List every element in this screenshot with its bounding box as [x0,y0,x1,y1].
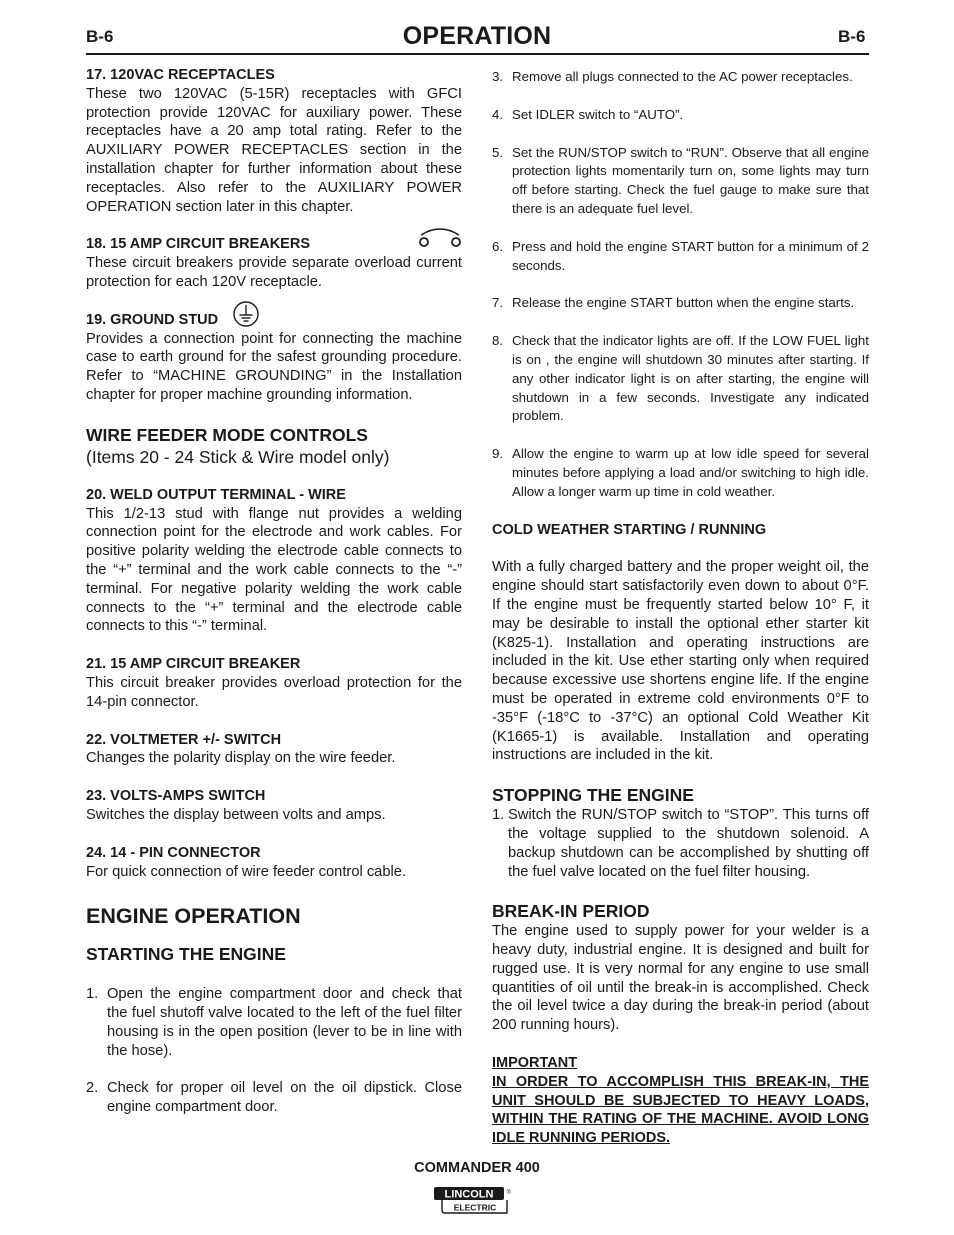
important-label: IMPORTANT [492,1055,578,1072]
step-number: 6. [492,238,504,254]
list-item [492,294,869,313]
page-title: OPERATION [402,22,552,50]
item-20-section [86,486,462,636]
wire-feeder-header [86,424,462,468]
item-22-section [86,731,462,769]
logo-top-text: LINCOLN [444,1188,494,1201]
item-21-title: 21. 15 AMP CIRCUIT BREAKER [86,656,301,673]
wire-feeder-subheading: (Items 20 - 24 Stick & Wire model only) [86,446,390,467]
ground-symbol-icon [232,300,260,328]
item-21-body: This circuit breaker provides overload protection for the 14-pin connector. [86,674,462,710]
step-text: Check that the indicator lights are off. If the LOW FUEL light is on , the engine will shutdown 30 minutes after starting. If any other indicator light is on after starting, the engine will shutdown in a few seconds. Investigate any indicated problem. [512,333,869,424]
item-19-title: 19. GROUND STUD [86,311,219,328]
step-text: Release the engine START button when the engine starts. [512,295,855,311]
wire-feeder-heading: WIRE FEEDER MODE CONTROLS [86,424,368,445]
step-number: 4. [492,106,504,122]
cold-weather-body: With a fully charged battery and the proper weight oil, the engine should start satisfactorily even down to about 0°F. If the engine must be frequently started below 10° F, it may be desirable to install the optional ether starter kit (K825-1). Installation and operating instructions are included in the kit. Use ether starting only when required because excessive use shortens engine life. If the engine must be operated in extreme cold environments 0°F to -35°F (-18°C to -37°C) an optional Cold Weather Kit (K1665-1) is available. Installation and operating instructions are included in the kit. [492,559,869,764]
step-text: Switch the RUN/STOP switch to “STOP”. This turns off the voltage supplied to the shutdown solenoid. A backup shutdown can be accomplished by shutting off the fuel valve located on the fuel filter housing. [508,807,869,880]
engine-operation-heading: ENGINE OPERATION [86,904,301,929]
item-18-section [86,235,462,291]
step-number: 9. [492,446,504,462]
step-text: Set the RUN/STOP switch to “RUN”. Observe that all engine protection lights momentarily turn on, some lights may turn off before starting. Check the fuel gauge to make sure that there is an adequate fuel level. [512,144,869,216]
step-text: Check for proper oil level on the oil dipstick. Close engine compartment door. [107,1080,462,1116]
footer-model-name: COMMANDER 400 [414,1160,540,1176]
step-number: 2. [86,1080,99,1097]
item-23-section [86,787,462,825]
page-number-right: B-6 [838,27,866,46]
item-21-section [86,655,462,711]
item-19-section [86,311,462,405]
item-18-title: 18. 15 AMP CIRCUIT BREAKERS [86,236,310,253]
step-number: 3. [492,69,504,84]
stopping-engine-heading: STOPPING THE ENGINE [492,785,694,806]
item-24-section [86,844,462,882]
list-item [86,985,462,1060]
list-item [492,238,869,276]
list-item [492,106,869,125]
item-19-body: Provides a connection point for connecting the machine case to earth ground for the safest grounding procedure. Refer to “MACHINE GROUNDING” in the Installation chapter for proper machine grounding information. [86,330,462,403]
item-24-body: For quick connection of wire feeder control cable. [86,863,407,880]
item-17-body: These two 120VAC (5-15R) receptacles with GFCI protection provide 120VAC for auxiliary power. These receptacles have a 20 amp total rating. Refer to the AUXILIARY POWER RECEPTACLES section in the installation chapter for further information about these receptacles. Also refer to the AUXILIARY POWER OPERATION section later in this chapter. [86,85,462,215]
item-22-body: Changes the polarity display on the wire feeder. [86,750,396,767]
starting-steps-list [86,985,462,1117]
step-number: 1. [492,807,505,824]
item-19-heading [86,311,462,330]
list-item [492,332,869,426]
list-item [86,1079,462,1117]
step-number: 5. [492,144,504,160]
item-20-body: This 1/2-13 stud with flange nut provides a welding connection point for the electrode and work cables. For positive polarity welding the electrode cable connects to the “+” terminal and the work cable connects to the “-” terminal. For negative polarity welding the work cable connects to the “+” terminal and the electrode cable connects to this “-” terminal. [86,505,462,635]
list-item [492,144,869,219]
important-text: IN ORDER TO ACCOMPLISH THIS BREAK-IN, THE UNIT SHOULD BE SUBJECTED TO HEAVY LOADS, WITHIN THE RATING OF THE MACHINE. AVOID LONG IDLE RUNNING PERIODS. [492,1073,869,1147]
logo-registered-mark: ® [506,1190,511,1196]
circuit-breaker-icon [416,225,464,251]
starting-steps-continued-list [492,68,869,502]
cold-weather-title: COLD WEATHER STARTING / RUNNING [492,521,767,538]
item-24-title: 24. 14 - PIN CONNECTOR [86,844,261,861]
item-18-body: These circuit breakers provide separate overload current protection for each 120V receptacle. [86,255,462,290]
step-number: 1. [86,986,99,1003]
item-23-body: Switches the display between volts and amps. [86,806,386,823]
item-23-title: 23. VOLTS-AMPS SWITCH [86,788,266,805]
page-number-left: B-6 [86,27,114,46]
break-in-heading: BREAK-IN PERIOD [492,901,650,922]
step-text: Open the engine compartment door and check that the fuel shutoff valve located to the left of the fuel filter housing is in the open position (lever to be in line with the hose). [107,986,462,1059]
list-item [492,445,869,501]
left-column [86,66,462,1136]
step-text: Set IDLER switch to “AUTO”. [512,106,684,122]
item-17-title: 17. 120VAC RECEPTACLES [86,67,275,83]
step-number: 7. [492,295,504,311]
right-column [492,68,869,1148]
list-item [492,68,869,87]
logo-bottom-text: ELECTRIC [453,1202,497,1213]
item-20-title: 20. WELD OUTPUT TERMINAL - WIRE [86,486,346,503]
break-in-body: The engine used to supply power for your welder is a heavy duty, industrial engine. It is designed and built for rugged use. It is very normal for any engine to use small quantities of oil until the break-in is accomplished. Check the oil level twice a day during the break-in period (about 200 running hours). [492,923,869,1034]
step-text: Allow the engine to warm up at low idle speed for several minutes before applying a load and/or switching to high idle. Allow a longer warm up time in cold weather. [512,446,869,499]
item-22-title: 22. VOLTMETER +/- SWITCH [86,731,282,748]
header-rule [86,53,869,55]
step-text: Remove all plugs connected to the AC power receptacles. [512,69,853,84]
step-text: Press and hold the engine START button for a minimum of 2 seconds. [512,238,869,273]
lincoln-electric-logo [433,1186,511,1215]
item-17-section [86,66,462,216]
starting-engine-heading: STARTING THE ENGINE [86,944,286,965]
stopping-step [492,806,869,881]
step-number: 8. [492,333,504,349]
